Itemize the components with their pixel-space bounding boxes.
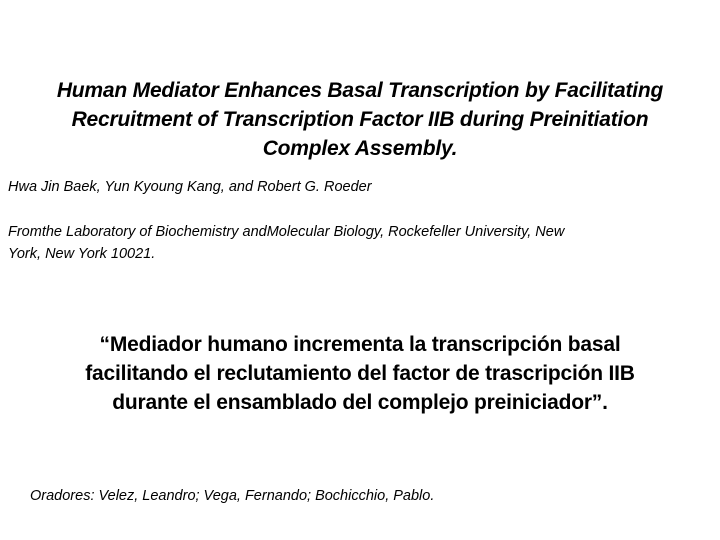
affiliation-line: York, New York 10021.	[8, 246, 156, 262]
speakers: Oradores: Velez, Leandro; Vega, Fernando; Bochicchio, Pablo.	[30, 488, 435, 504]
spanish-title-translation	[0, 330, 720, 417]
translation-line: “Mediador humano incrementa la transcripción basal	[99, 333, 621, 356]
translation-line: durante el ensamblado del complejo preiniciador”.	[112, 391, 608, 414]
paper-title	[0, 76, 720, 163]
translation-line: facilitando el reclutamiento del factor de trascripción IIB	[85, 362, 635, 385]
affiliation-line: Fromthe Laboratory of Biochemistry andMolecular Biology, Rockefeller University, New	[8, 224, 565, 240]
paper-title-line: Recruitment of Transcription Factor IIB during Preinitiation	[71, 108, 649, 131]
paper-title-line: Complex Assembly.	[262, 137, 458, 160]
authors: Hwa Jin Baek, Yun Kyoung Kang, and Robert G. Roeder	[8, 179, 372, 195]
affiliation	[8, 221, 714, 265]
paper-title-line: Human Mediator Enhances Basal Transcription by Facilitating	[56, 79, 664, 102]
